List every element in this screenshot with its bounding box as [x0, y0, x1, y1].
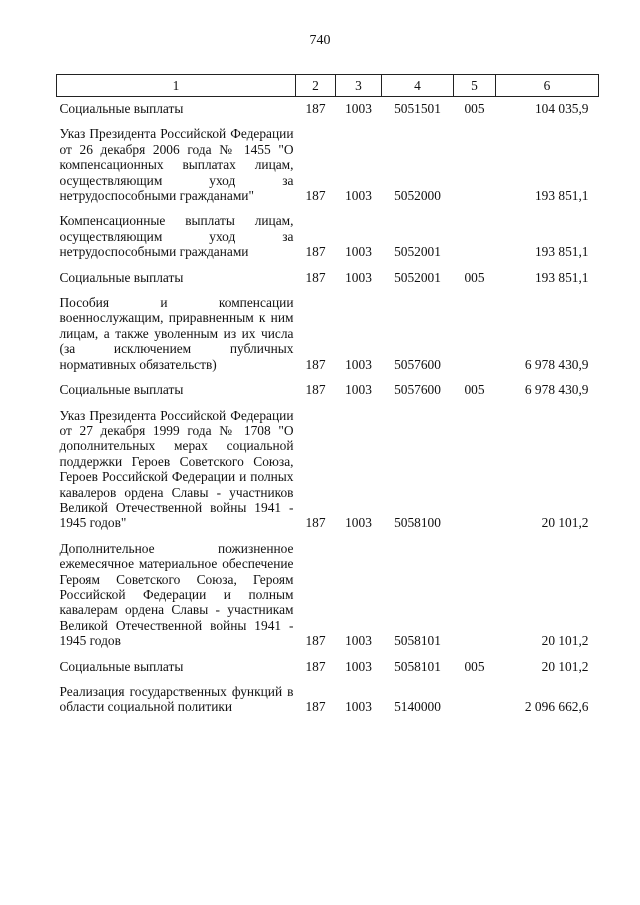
row-description: Указ Президента Российской Федерации от 26 декабря 2006 года № 1455 "О компенсационных выплатах лицам, осуществляющим уход за нетрудоспособными гражданами" — [59, 126, 294, 204]
row-code-target: 5052001 — [394, 244, 441, 260]
row-code-section: 1003 — [345, 356, 372, 372]
row-code-expense-type — [454, 285, 496, 372]
row-code-ministry: 187 — [305, 356, 326, 372]
row-description: Указ Президента Российской Федерации от 27 декабря 1999 года № 1708 "О дополнительных мерах социальной поддержки Героев Советского Союза, Героев Российской Федерации и полных кавалеров ордена Славы - участников Великой Отечественной войны 1941 - 1945 годов" — [59, 407, 294, 531]
row-amount: 193 851,1 — [534, 188, 589, 204]
row-code-section: 1003 — [345, 244, 372, 260]
column-header-4: 4 — [382, 75, 454, 97]
row-code-section: 1003 — [345, 188, 372, 204]
row-amount: 6 978 430,9 — [524, 382, 589, 398]
column-header-5: 5 — [454, 75, 496, 97]
table-row — [57, 398, 599, 531]
row-code-target: 5058100 — [394, 515, 441, 531]
row-code-ministry: 187 — [305, 269, 326, 285]
row-code-ministry: 187 — [305, 699, 326, 715]
row-code-section: 1003 — [345, 382, 372, 398]
table-row — [57, 285, 599, 372]
row-code-target: 5058101 — [394, 658, 441, 674]
row-code-target: 5058101 — [394, 633, 441, 649]
row-code-target: 5052001 — [394, 269, 441, 285]
table-row — [57, 372, 599, 397]
row-amount: 104 035,9 — [534, 101, 589, 116]
row-description: Социальные выплаты — [59, 101, 184, 116]
row-code-target: 5052000 — [394, 188, 441, 204]
column-header-6: 6 — [496, 75, 599, 97]
row-code-expense-type: 005 — [464, 658, 485, 674]
row-code-target: 5057600 — [394, 356, 441, 372]
row-amount: 193 851,1 — [534, 269, 589, 285]
row-code-target: 5140000 — [394, 699, 441, 715]
table-row — [57, 531, 599, 649]
row-code-section: 1003 — [345, 515, 372, 531]
column-header-3: 3 — [336, 75, 382, 97]
row-amount: 2 096 662,6 — [524, 699, 589, 715]
row-amount: 20 101,2 — [541, 658, 589, 674]
row-code-expense-type — [454, 116, 496, 203]
table-row — [57, 116, 599, 203]
column-header-2: 2 — [296, 75, 336, 97]
table-row — [57, 260, 599, 285]
page-number: 740 — [309, 33, 331, 48]
row-code-section: 1003 — [345, 269, 372, 285]
row-description: Социальные выплаты — [59, 658, 184, 674]
row-code-ministry: 187 — [305, 188, 326, 204]
row-amount: 6 978 430,9 — [524, 356, 589, 372]
row-amount: 20 101,2 — [541, 515, 589, 531]
row-description: Пособия и компенсации военнослужащим, приравненным к ним лицам, а также уволенным из их числа (за исключением публичных нормативных обязательств) — [59, 295, 294, 372]
row-code-expense-type — [454, 674, 496, 715]
row-code-expense-type: 005 — [464, 382, 485, 398]
row-code-ministry: 187 — [305, 382, 326, 398]
row-description: Социальные выплаты — [59, 269, 184, 285]
column-header-1: 1 — [57, 75, 296, 97]
row-amount: 193 851,1 — [534, 244, 589, 260]
table-row — [57, 674, 599, 715]
row-code-expense-type: 005 — [464, 101, 485, 116]
row-code-expense-type — [454, 531, 496, 649]
row-amount: 20 101,2 — [541, 633, 589, 649]
row-description: Компенсационные выплаты лицам, осуществляющим уход за нетрудоспособными гражданами — [59, 213, 294, 260]
row-code-target: 5057600 — [394, 382, 441, 398]
row-code-section: 1003 — [345, 658, 372, 674]
table-row — [57, 97, 599, 117]
row-description: Дополнительное пожизненное ежемесячное материальное обеспечение Героям Советского Союза, Героям Российской Федерации и полным кавалерам ордена Славы - участникам Великой Отечественной войны 1941 - 1945 годов — [59, 540, 294, 649]
row-code-section: 1003 — [345, 699, 372, 715]
row-code-target: 5051501 — [394, 101, 441, 116]
table-row — [57, 203, 599, 259]
row-code-expense-type — [454, 398, 496, 531]
row-code-section: 1003 — [345, 101, 372, 116]
row-code-ministry: 187 — [305, 244, 326, 260]
row-code-expense-type: 005 — [464, 269, 485, 285]
row-description: Социальные выплаты — [59, 382, 184, 398]
row-description: Реализация государственных функций в области социальной политики — [59, 684, 294, 715]
budget-table — [56, 74, 599, 715]
table-row — [57, 649, 599, 674]
row-code-ministry: 187 — [305, 633, 326, 649]
row-code-section: 1003 — [345, 633, 372, 649]
row-code-ministry: 187 — [305, 515, 326, 531]
row-code-ministry: 187 — [305, 658, 326, 674]
row-code-expense-type — [454, 203, 496, 259]
table-header-row — [57, 75, 599, 97]
row-code-ministry: 187 — [305, 101, 326, 116]
